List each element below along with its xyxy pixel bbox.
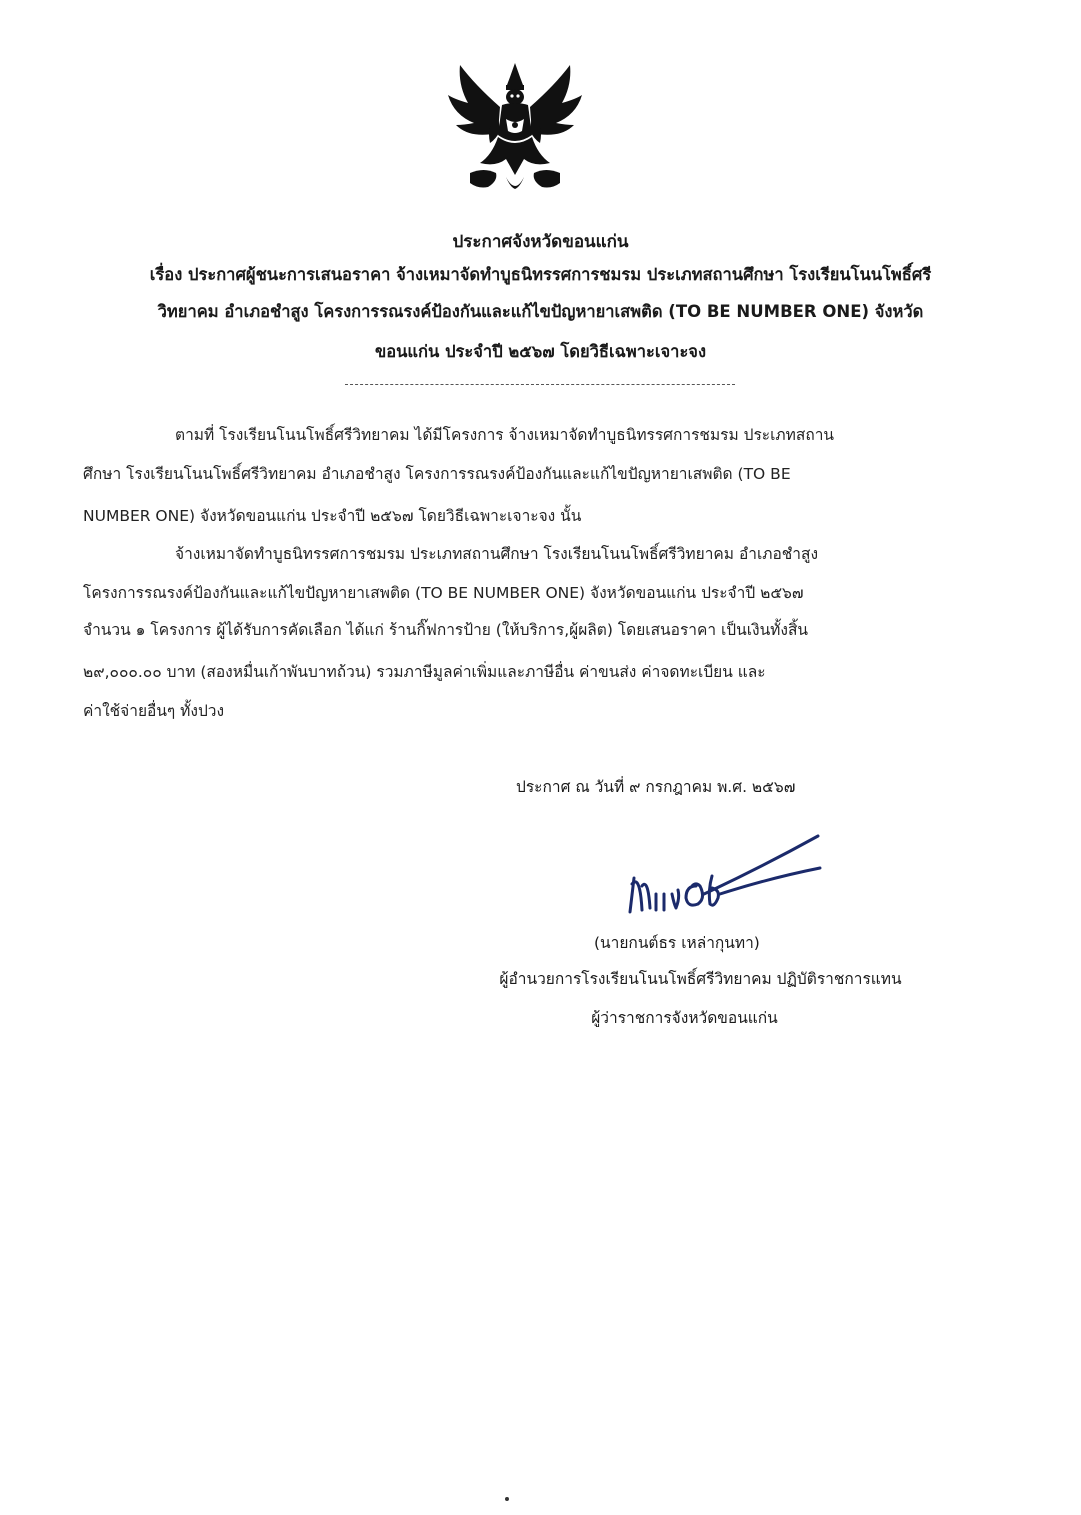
paragraph-1-line-1: ตามที่ โรงเรียนโนนโพธิ์ศรีวิทยาคม ได้มีโครงการ จ้างเหมาจัดทำบูธนิทรรศการชมรม ประเภทสถาน xyxy=(175,426,835,444)
announcement-title: ประกาศจังหวัดขอนแก่น xyxy=(452,232,629,252)
paragraph-2-line-3: จำนวน ๑ โครงการ ผู้ได้รับการคัดเลือก ได้แก่ ร้านกิ๊ฟการป้าย (ให้บริการ,ผู้ผลิต) โดยเสนอราคา เป็นเงินทั้งสิ้น xyxy=(83,621,809,639)
garuda-emblem-icon xyxy=(440,55,590,205)
subject-line-3: ขอนแก่น ประจำปี ๒๕๖๗ โดยวิธีเฉพาะเจาะจง xyxy=(374,342,707,361)
signatory-position: ผู้อำนวยการโรงเรียนโนนโพธิ์ศรีวิทยาคม ปฏิบัติราชการแทน xyxy=(499,970,902,988)
paragraph-2-line-2: โครงการรณรงค์ป้องกันและแก้ไขปัญหายาเสพติด (TO BE NUMBER ONE) จังหวัดขอนแก่น ประจำปี ๒๕๖๗ xyxy=(83,584,804,602)
signatory-position-2: ผู้ว่าราชการจังหวัดขอนแก่น xyxy=(591,1009,778,1027)
divider-line xyxy=(345,384,735,385)
paragraph-1-line-2: ศึกษา โรงเรียนโนนโพธิ์ศรีวิทยาคม อำเภอชำสูง โครงการรณรงค์ป้องกันและแก้ไขปัญหายาเสพติด (TO BE xyxy=(83,465,791,483)
subject-line-1: เรื่อง ประกาศผู้ชนะการเสนอราคา จ้างเหมาจัดทำบูธนิทรรศการชมรม ประเภทสถานศึกษา โรงเรียนโนนโพธิ์ศรี xyxy=(149,265,932,284)
announcement-date: ประกาศ ณ วันที่ ๙ กรกฎาคม พ.ศ. ๒๕๖๗ xyxy=(516,778,796,796)
scan-dot xyxy=(505,1497,509,1501)
subject-line-2: วิทยาคม อำเภอชำสูง โครงการรณรงค์ป้องกันและแก้ไขปัญหายาเสพติด (TO BE NUMBER ONE) จังหวัด xyxy=(157,302,924,321)
paragraph-2-line-4: ๒๙,๐๐๐.๐๐ บาท (สองหมื่นเก้าพันบาทถ้วน) รวมภาษีมูลค่าเพิ่มและภาษีอื่น ค่าขนส่ง ค่าจดทะเบียน และ xyxy=(83,663,766,681)
handwritten-signature xyxy=(620,828,830,920)
paragraph-2-line-1: จ้างเหมาจัดทำบูธนิทรรศการชมรม ประเภทสถานศึกษา โรงเรียนโนนโพธิ์ศรีวิทยาคม อำเภอชำสูง xyxy=(175,545,819,563)
paragraph-2-line-5: ค่าใช้จ่ายอื่นๆ ทั้งปวง xyxy=(83,702,225,720)
paragraph-1-line-3: NUMBER ONE) จังหวัดขอนแก่น ประจำปี ๒๕๖๗ โดยวิธีเฉพาะเจาะจง นั้น xyxy=(83,507,582,525)
signatory-name: (นายกนต์ธร เหล่ากุนทา) xyxy=(594,934,760,952)
